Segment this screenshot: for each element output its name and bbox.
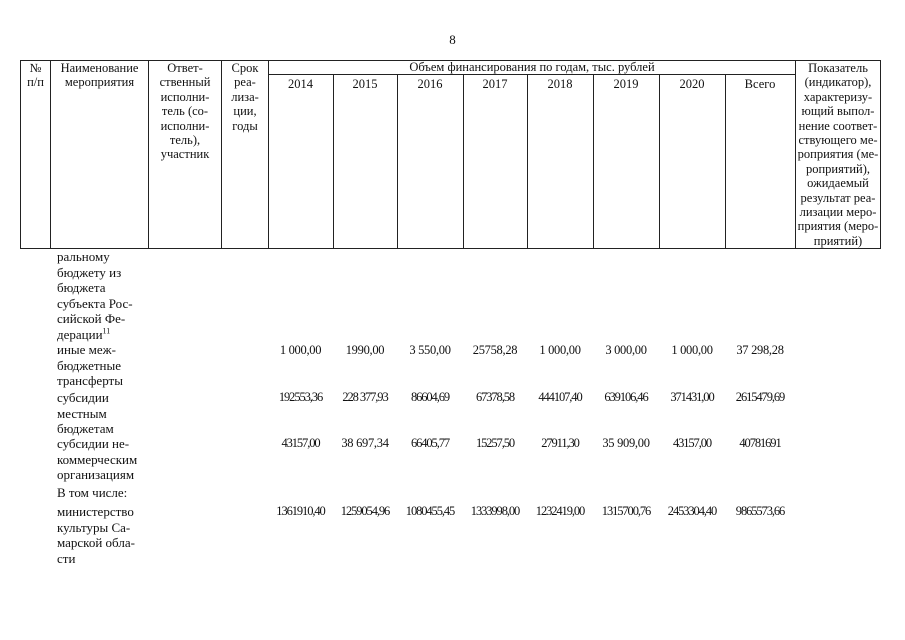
- row-value-2018: 1 000,00: [539, 343, 581, 357]
- row-value-2018: 1232419,00: [535, 504, 585, 518]
- row-value-2019: 1315700,76: [601, 504, 651, 518]
- row-value-2019: 35 909,00: [602, 436, 650, 450]
- row-value-2018: 444107,40: [538, 390, 582, 404]
- row-value-2015: 228 377,93: [342, 390, 388, 404]
- row-value-total: 2615479,69: [735, 390, 785, 404]
- row-value-2014: 192553,36: [278, 390, 323, 404]
- row-value-2017: 25758,28: [472, 343, 518, 357]
- row-value-2018: 27911,30: [541, 436, 579, 450]
- row-value-2014: 1 000,00: [279, 343, 322, 357]
- row-name: В том числе:: [57, 485, 128, 500]
- year-header-2014: 2014: [288, 77, 313, 91]
- row-name: иные меж- бюджетные трансферты: [57, 342, 123, 389]
- row-value-total: 40781691: [739, 436, 781, 450]
- row-value-2016: 66405,77: [410, 436, 450, 450]
- header-col-responsible: Ответ- ственный исполни- тель (со- исполни- тель), участник: [159, 61, 211, 162]
- year-header-2020: 2020: [679, 77, 705, 91]
- row-value-total: 9865573,66: [735, 504, 785, 518]
- row-value-2016: 86604,69: [410, 390, 450, 404]
- footnote-ref: 11: [102, 326, 111, 336]
- continuation-text: ральному бюджету из бюджета субъекта Рос- сийской Фе- дерации$^{11}$: [57, 249, 133, 342]
- year-header-2016: 2016: [417, 77, 443, 91]
- row-name: субсидии местным бюджетам: [57, 390, 114, 437]
- row-value-2015: 1259054,96: [340, 504, 390, 518]
- header-col-indicator: Показатель (индикатор), характеризу- ющий выпол- нение соответ- ствующего ме- роприятия (ме- роприятий), ожидаемый результат реа- лизации меро- приятия (меро- приятий): [797, 61, 879, 248]
- row-value-2020: 43157,00: [672, 436, 712, 450]
- year-header-total: Всего: [744, 77, 776, 91]
- row-value-2015: 38 697,34: [341, 436, 389, 450]
- year-header-2015: 2015: [352, 77, 378, 91]
- header-col-name: Наименование мероприятия: [60, 61, 139, 90]
- row-name: министерство культуры Са- марской обла- сти: [57, 504, 135, 566]
- row-value-2015: 1990,00: [345, 343, 385, 357]
- row-value-2019: 639106,46: [604, 390, 648, 404]
- row-value-2014: 43157,00: [281, 436, 320, 450]
- row-value-2020: 2453304,40: [667, 504, 717, 518]
- header-col-funding: Объем финансирования по годам, тыс. рублей: [409, 60, 655, 74]
- row-value-2016: 1080455,45: [405, 504, 455, 518]
- header-col-term: Срок реа- лиза- ции, годы: [231, 61, 259, 133]
- row-value-2014: 1361910,40: [276, 504, 325, 518]
- row-value-total: 37 298,28: [736, 343, 784, 357]
- row-name: субсидии не- коммерческим организациям: [57, 436, 138, 483]
- row-value-2017: 15257,50: [475, 436, 515, 450]
- row-value-2017: 67378,58: [475, 390, 515, 404]
- year-header-2019: 2019: [613, 77, 639, 91]
- year-header-2017: 2017: [482, 77, 508, 91]
- page-number: 8: [449, 32, 456, 47]
- row-value-2016: 3 550,00: [409, 343, 451, 357]
- row-value-2017: 1333998,00: [470, 504, 520, 518]
- row-value-2019: 3 000,00: [605, 343, 647, 357]
- row-value-2020: 1 000,00: [671, 343, 713, 357]
- year-header-2018: 2018: [547, 77, 573, 91]
- header-col-number: № п/п: [27, 61, 44, 90]
- row-value-2020: 371431,00: [670, 390, 714, 404]
